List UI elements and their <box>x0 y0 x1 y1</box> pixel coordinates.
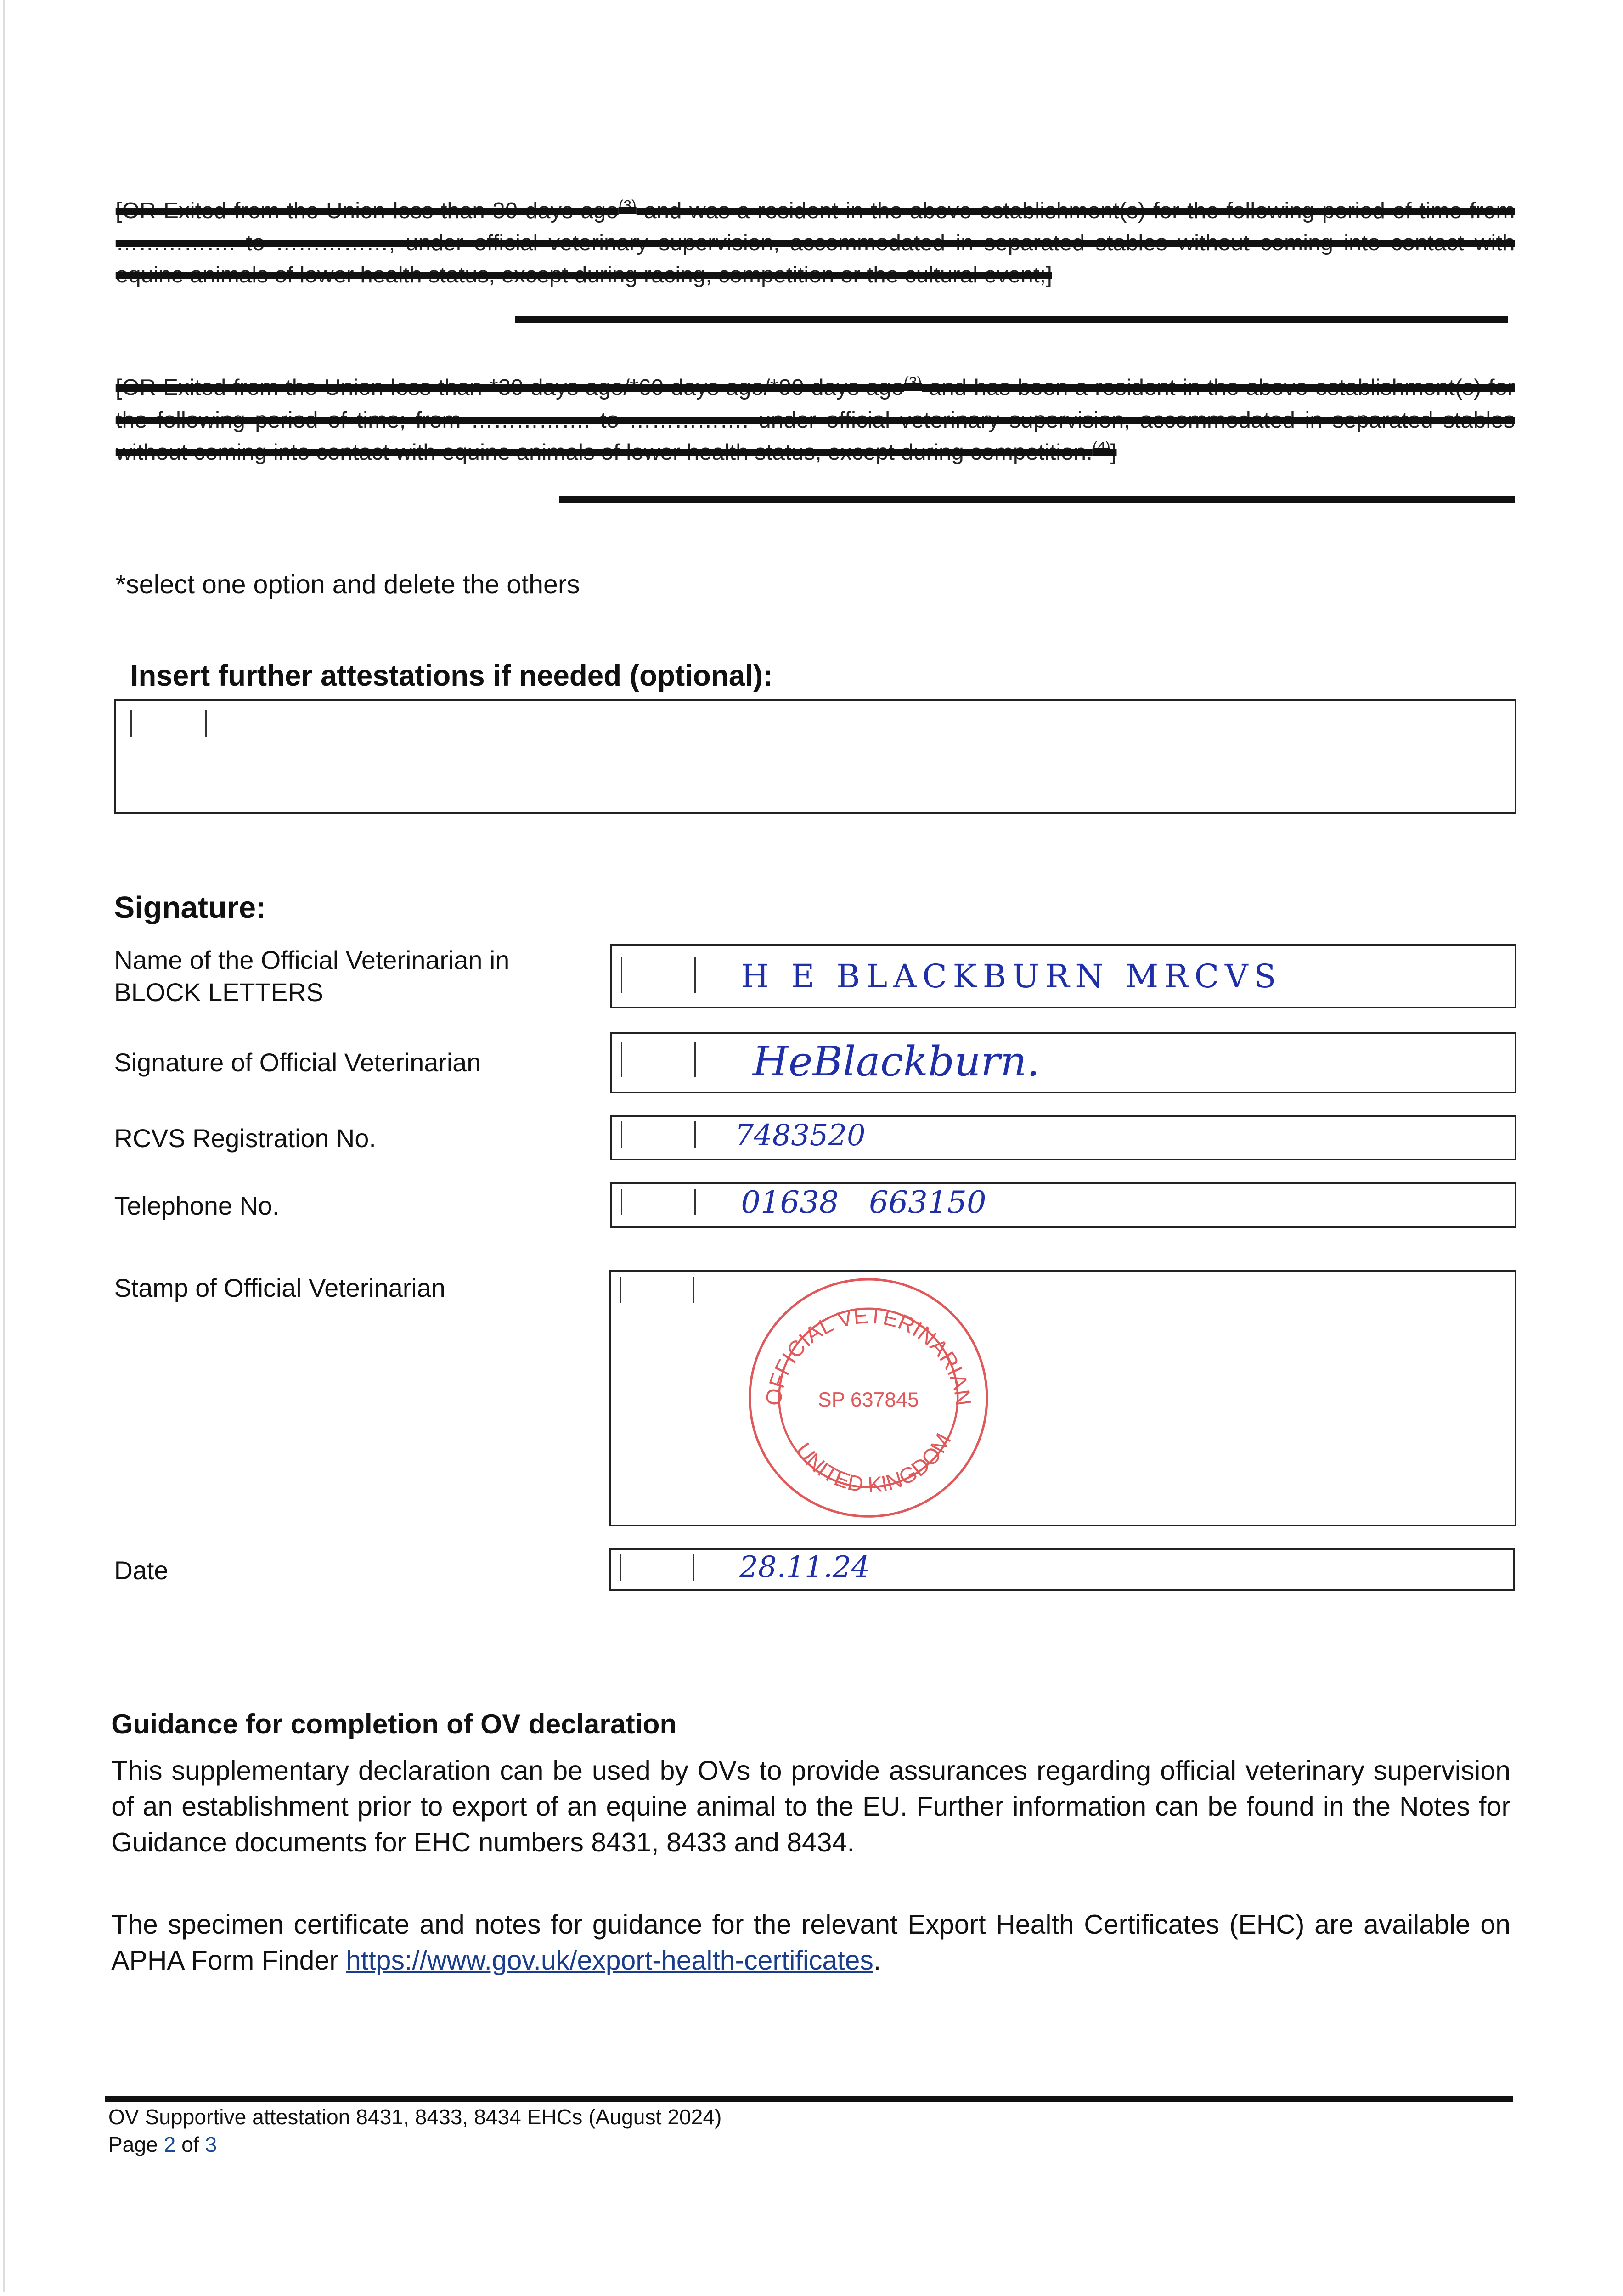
footer-rule <box>105 2096 1513 2102</box>
field-tick <box>694 957 695 992</box>
name-field[interactable] <box>610 944 1516 1008</box>
footnote-ref: (3) <box>904 374 922 391</box>
signature-field[interactable] <box>610 1032 1516 1093</box>
footnote-ref: (4) <box>1092 438 1110 455</box>
stamp-field[interactable] <box>609 1270 1516 1526</box>
rcvs-label: RCVS Registration No. <box>114 1124 376 1153</box>
signature-label: Signature of Official Veterinarian <box>114 1048 481 1077</box>
field-tick <box>205 710 207 736</box>
struck-text: [OR Exited from the Union less than 30 days ago <box>115 197 619 223</box>
struck-option-1 <box>116 195 1515 291</box>
telephone-label: Telephone No. <box>114 1192 280 1221</box>
telephone-field[interactable] <box>610 1182 1516 1228</box>
guidance-paragraph-2: The specimen certificate and notes for guidance for the relevant Export Health Certificates (EHC) are available on APHA Form Finder https://www.gov.uk/export-health-certificates. <box>111 1909 1510 1975</box>
field-tick <box>621 957 622 992</box>
rcvs-value: 7483520 <box>735 1118 866 1153</box>
date-label: Date <box>114 1556 169 1585</box>
telephone-value: 01638 663150 <box>741 1184 986 1221</box>
field-tick <box>621 1121 622 1148</box>
field-tick <box>693 1277 694 1303</box>
select-note: *select one option and delete the others <box>115 569 580 599</box>
scan-edge <box>3 0 4 2292</box>
field-tick <box>620 1554 621 1581</box>
signature-heading: Signature: <box>114 890 266 925</box>
date-value: 28.11.24 <box>739 1550 870 1584</box>
struck-text: [OR Exited from the Union less than *30 days ago/*60 days ago/*90 days ago <box>115 375 904 400</box>
field-tick <box>693 1554 694 1581</box>
name-value: H E BLACKBURN MRCVS <box>741 957 1282 996</box>
guidance-paragraph-1: This supplementary declaration can be used by OVs to provide assurances regarding official veterinary supervision of an establishment prior to export of an equine animal to the EU. Further information can be found in the Notes for Guidance documents for EHC numbers 8431, 8433 and 8434. <box>111 1756 1510 1858</box>
name-label: Name of the Official Veterinarian in BLOCK LETTERS <box>114 945 510 1007</box>
guidance-heading: Guidance for completion of OV declaration <box>111 1708 677 1740</box>
footer-title: OV Supportive attestation 8431, 8433, 8434 EHCs (August 2024) <box>108 2105 722 2129</box>
signature-value: HeBlackburn. <box>752 1038 1040 1086</box>
field-tick <box>621 1042 622 1077</box>
date-field[interactable] <box>609 1548 1515 1591</box>
field-tick <box>694 1121 695 1148</box>
field-tick <box>694 1189 695 1215</box>
strike-bar <box>515 316 1508 323</box>
stamp-label: Stamp of Official Veterinarian <box>114 1273 445 1302</box>
further-attestations-heading: Insert further attestations if needed (optional): <box>130 659 773 692</box>
export-health-certificates-link[interactable]: https://www.gov.uk/export-health-certificates <box>346 1945 873 1975</box>
rcvs-field[interactable] <box>610 1115 1516 1160</box>
further-attestations-field[interactable] <box>114 699 1516 814</box>
struck-text: and was a resident in the above establishment(s) for the following period of time from ……………. to ……………, under official veterinary supervision, accommodated in separated stables without coming into contact with equine animals of lower health status, except during racing, competition or the cultural event;] <box>115 197 1515 288</box>
stamp-bottom-text: UNITED KINGDOM <box>790 1429 956 1498</box>
field-tick <box>694 1042 695 1077</box>
official-veterinarian-stamp <box>737 1272 1000 1524</box>
struck-option-2 <box>116 371 1515 468</box>
struck-text: and has been a resident in the above establishment(s) for the following period of time; from ……………. to ……………. under official veterinary supervision, accommodated in separated stables without coming into contact with equine animals of lower health status, except during competition. <box>115 375 1515 465</box>
page-number: Page 2 of 3 <box>108 2133 217 2157</box>
stamp-top-text: OFFICIAL VETERINARIAN <box>761 1304 976 1407</box>
struck-text: ] <box>1110 439 1117 465</box>
field-tick <box>620 1277 621 1303</box>
stamp-number: SP 637845 <box>817 1389 919 1412</box>
field-tick <box>130 710 132 736</box>
footnote-ref: (3) <box>618 197 637 214</box>
strike-bar <box>559 496 1515 503</box>
field-tick <box>621 1189 622 1215</box>
